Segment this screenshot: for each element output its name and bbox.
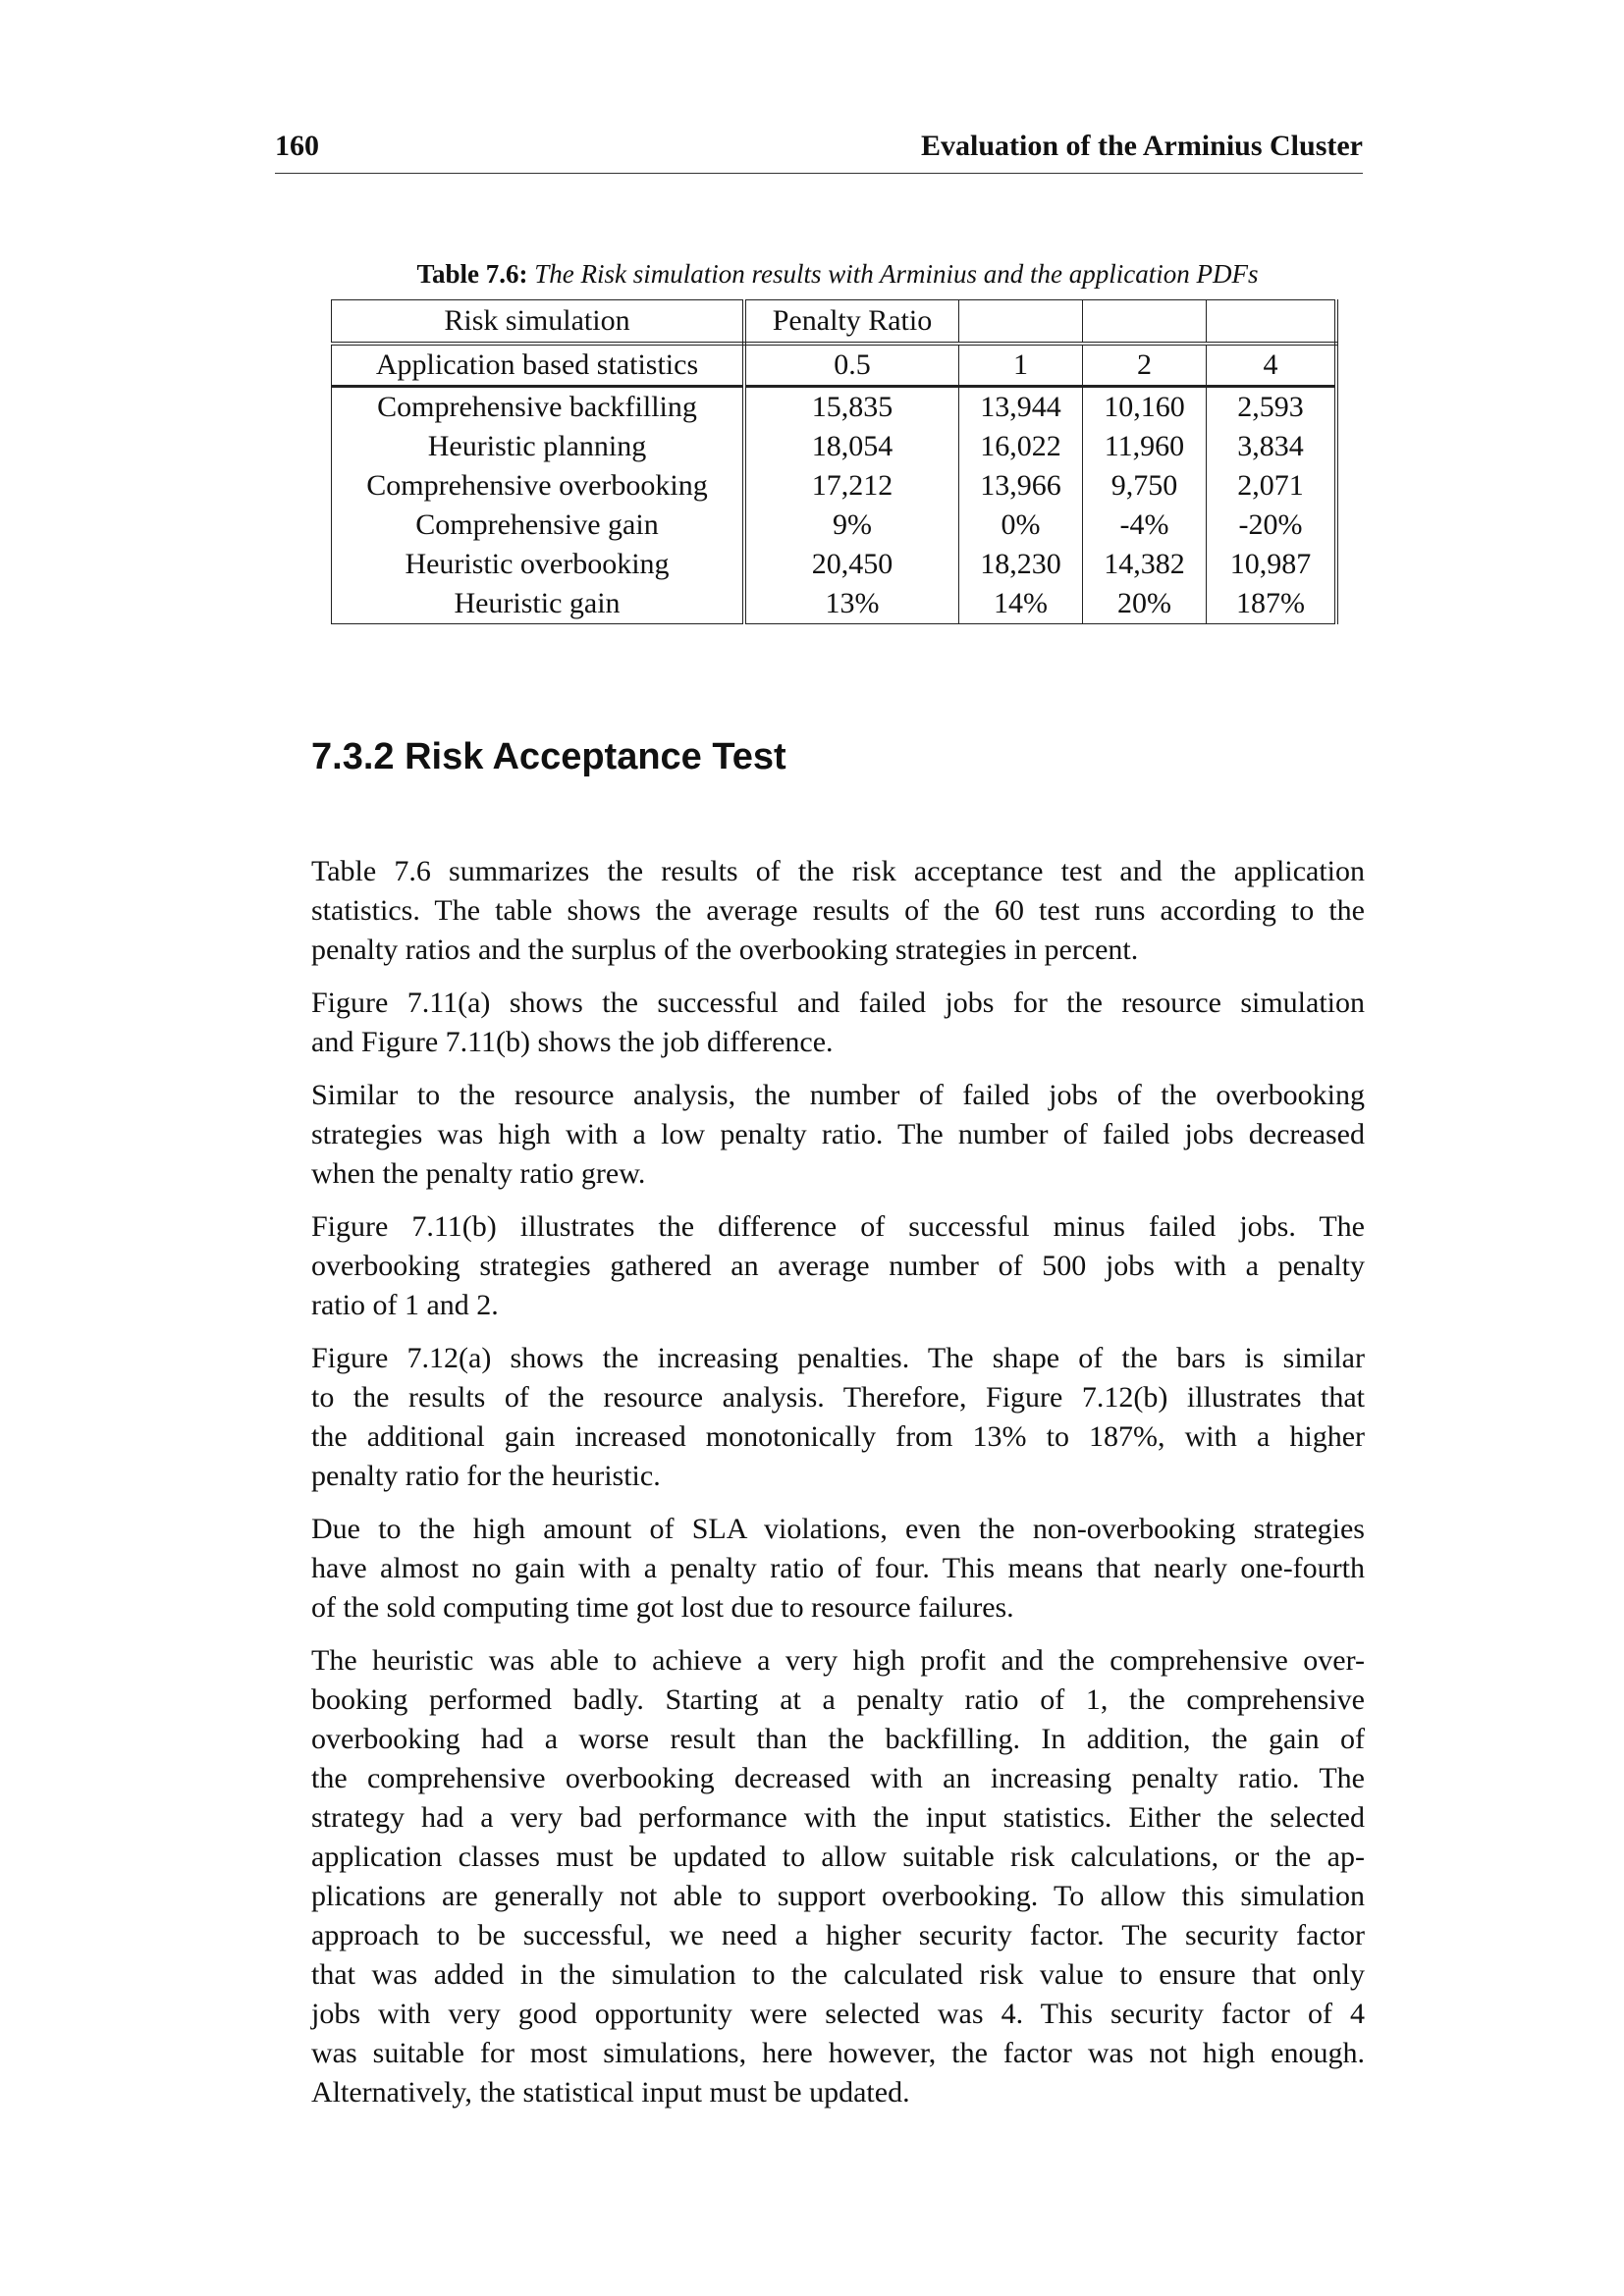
table-row: [332, 506, 1337, 545]
table-cell: 4: [1207, 344, 1337, 387]
table-cell: 0%: [959, 506, 1083, 545]
text-line: the additional gain increased monotonically from 13% to 187%, with a higher: [311, 1420, 1365, 1453]
text-line: application classes must be updated to allow suitable risk calculations, or the ap-: [311, 1841, 1365, 1873]
table-cell: 2: [1083, 344, 1207, 387]
text-line: Figure 7.11(b) illustrates the difference of successful minus failed jobs. The: [311, 1210, 1365, 1243]
caption-label: Table 7.6:: [416, 259, 528, 289]
table-cell: 13,966: [959, 466, 1083, 506]
table-row: [332, 584, 1337, 624]
table-cell: Application based statistics: [332, 344, 745, 387]
table-cell: Heuristic gain: [332, 584, 745, 624]
table-cell: Comprehensive overbooking: [332, 466, 745, 506]
text-line: strategies was high with a low penalty ratio. The number of failed jobs decreased: [311, 1118, 1365, 1150]
table-row: [332, 466, 1337, 506]
table-cell: Penalty Ratio: [744, 300, 959, 345]
table-cell: 18,230: [959, 545, 1083, 584]
table-cell: 16,022: [959, 427, 1083, 466]
table-cell: 3,834: [1207, 427, 1337, 466]
text-line: Similar to the resource analysis, the number of failed jobs of the overbooking: [311, 1079, 1365, 1111]
table-cell: 2,593: [1207, 387, 1337, 428]
table-cell: 187%: [1207, 584, 1337, 624]
table-cell: Comprehensive backfilling: [332, 387, 745, 428]
table-cell: [1207, 300, 1337, 345]
header-rule: [275, 173, 1363, 174]
text-line: booking performed badly. Starting at a penalty ratio of 1, the comprehensive: [311, 1683, 1365, 1716]
table-row: [332, 427, 1337, 466]
table-cell: 13%: [744, 584, 959, 624]
table-row: [332, 545, 1337, 584]
paragraph: [311, 1510, 1365, 1628]
paragraph: [311, 852, 1365, 970]
text-line: when the penalty ratio grew.: [311, 1157, 646, 1190]
table-cell: 2,071: [1207, 466, 1337, 506]
text-line: approach to be successful, we need a higher security factor. The security factor: [311, 1919, 1365, 1951]
text-line: of the sold computing time got lost due to resource failures.: [311, 1591, 1014, 1624]
table-cell: 17,212: [744, 466, 959, 506]
text-line: Figure 7.11(a) shows the successful and failed jobs for the resource simulation: [311, 987, 1365, 1019]
results-table: [331, 299, 1338, 624]
text-line: The heuristic was able to achieve a very high profit and the comprehensive over-: [311, 1644, 1365, 1677]
text-line: plications are generally not able to support overbooking. To allow this simulation: [311, 1880, 1365, 1912]
table-row: [332, 387, 1337, 428]
table-cell: 13,944: [959, 387, 1083, 428]
table-cell: 9%: [744, 506, 959, 545]
paragraph: [311, 1641, 1365, 2112]
table-cell: 15,835: [744, 387, 959, 428]
text-line: Table 7.6 summarizes the results of the risk acceptance test and the application: [311, 855, 1365, 887]
paragraph: [311, 1339, 1365, 1496]
text-line: penalty ratio for the heuristic.: [311, 1460, 661, 1492]
text-line: have almost no gain with a penalty ratio of four. This means that nearly one-fourth: [311, 1552, 1365, 1584]
text-line: and Figure 7.11(b) shows the job difference.: [311, 1026, 834, 1058]
table-cell: Comprehensive gain: [332, 506, 745, 545]
table-cell: Heuristic planning: [332, 427, 745, 466]
text-line: Due to the high amount of SLA violations, even the non-overbooking strategies: [311, 1513, 1365, 1545]
table-row: [332, 300, 1337, 345]
text-line: was suitable for most simulations, here however, the factor was not high enough.: [311, 2037, 1365, 2069]
table-cell: 11,960: [1083, 427, 1207, 466]
text-line: overbooking strategies gathered an average number of 500 jobs with a penalty: [311, 1250, 1365, 1282]
paragraph: [311, 1076, 1365, 1194]
page-number: 160: [275, 130, 319, 162]
text-line: the comprehensive overbooking decreased with an increasing penalty ratio. The: [311, 1762, 1365, 1794]
body-text: [311, 852, 1365, 2126]
paragraph: [311, 1207, 1365, 1325]
text-line: to the results of the resource analysis. Therefore, Figure 7.12(b) illustrates that: [311, 1381, 1365, 1414]
table-cell: 10,987: [1207, 545, 1337, 584]
table-cell: 9,750: [1083, 466, 1207, 506]
table-cell: 14,382: [1083, 545, 1207, 584]
text-line: that was added in the simulation to the calculated risk value to ensure that only: [311, 1958, 1365, 1991]
table-cell: 20,450: [744, 545, 959, 584]
text-line: penalty ratios and the surplus of the overbooking strategies in percent.: [311, 934, 1139, 966]
table-cell: 20%: [1083, 584, 1207, 624]
table-cell: 0.5: [744, 344, 959, 387]
table-cell: 1: [959, 344, 1083, 387]
caption-text: The Risk simulation results with Arminius and the application PDFs: [534, 259, 1259, 289]
table-cell: [959, 300, 1083, 345]
text-line: overbooking had a worse result than the backfilling. In addition, the gain of: [311, 1723, 1365, 1755]
table-cell: -20%: [1207, 506, 1337, 545]
text-line: statistics. The table shows the average results of the 60 test runs according to the: [311, 894, 1365, 927]
text-line: Alternatively, the statistical input must be updated.: [311, 2076, 910, 2109]
text-line: strategy had a very bad performance with the input statistics. Either the selected: [311, 1801, 1365, 1834]
text-line: jobs with very good opportunity were selected was 4. This security factor of 4: [311, 1998, 1365, 2030]
table-cell: 10,160: [1083, 387, 1207, 428]
table-cell: -4%: [1083, 506, 1207, 545]
table-cell: [1083, 300, 1207, 345]
table-cell: 18,054: [744, 427, 959, 466]
section-heading: 7.3.2 Risk Acceptance Test: [311, 736, 786, 777]
text-line: Figure 7.12(a) shows the increasing penalties. The shape of the bars is similar: [311, 1342, 1365, 1374]
table-cell: Heuristic overbooking: [332, 545, 745, 584]
table-caption: [327, 259, 1348, 290]
table-cell: 14%: [959, 584, 1083, 624]
table-row: [332, 344, 1337, 387]
running-title: Evaluation of the Arminius Cluster: [920, 130, 1363, 162]
paragraph: [311, 984, 1365, 1062]
table-cell: Risk simulation: [332, 300, 745, 345]
text-line: ratio of 1 and 2.: [311, 1289, 499, 1321]
